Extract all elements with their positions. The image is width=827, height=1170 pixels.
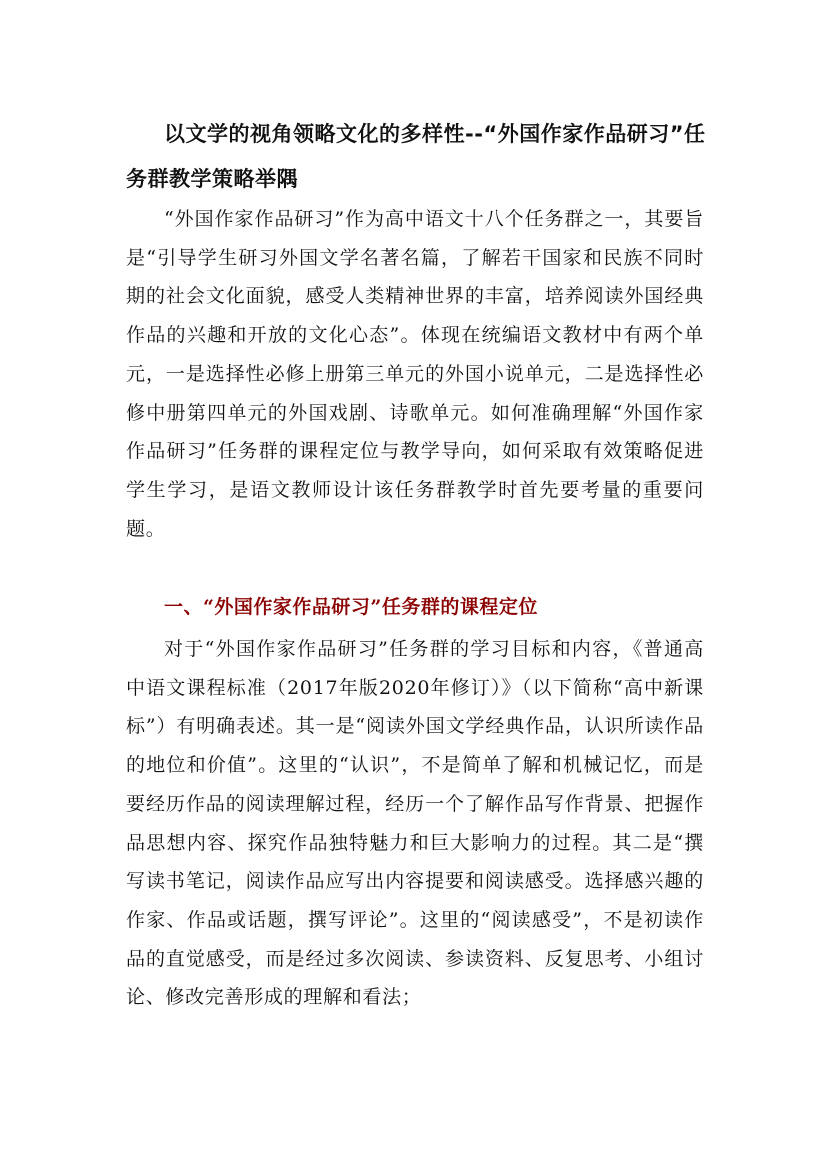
- document-title: 以文学的视角领略文化的多样性--“外国作家作品研习”任务群教学策略举隅: [126, 122, 706, 191]
- intro-paragraph: “外国作家作品研习”作为高中语文十八个任务群之一，其要旨是“引导学生研习外国文学名著名篇，了解若干国家和民族不同时期的社会文化面貌，感受人类精神世界的丰富，培养阅读外国经典作品的兴趣和开放的文化心态”。体现在统编语文教材中有两个单元，一是选择性必修上册第三单元的外国小说单元，二是选择性必修中册第四单元的外国戏剧、诗歌单元。如何准确理解“外国作家作品研习”任务群的课程定位与教学导向，如何采取有效策略促进学生学习，是语文教师设计该任务群教学时首先要考量的重要问题。: [126, 208, 704, 540]
- section-paragraph: 对于“外国作家作品研习”任务群的学习目标和内容，《普通高中语文课程标准（2017年版2020年修订）》（以下简称“高中新课标”）有明确表述。其一是“阅读外国文学经典作品，认识所读作品的地位和价值”。这里的“认识”，不是简单了解和机械记忆，而是要经历作品的阅读理解过程，经历一个了解作品写作背景、把握作品思想内容、探究作品独特魅力和巨大影响力的过程。其二是“撰写读书笔记，阅读作品应写出内容提要和阅读感受。选择感兴趣的作家、作品或话题，撰写评论”。这里的“阅读感受”，不是初读作品的直觉感受，而是经过多次阅读、参读资料、反复思考、小组讨论、修改完善形成的理解和看法；: [126, 638, 704, 1009]
- section-heading: 一、“外国作家作品研习”任务群的课程定位: [164, 596, 538, 618]
